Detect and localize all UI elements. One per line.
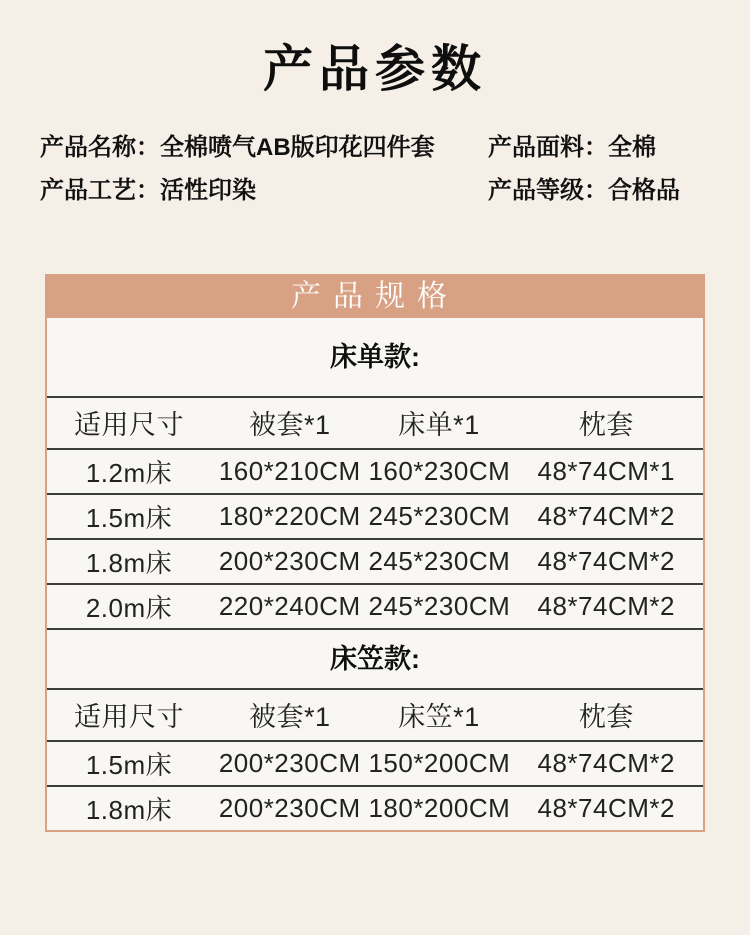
- table-cell: 1.8m床: [85, 794, 173, 825]
- table-cell: 48*74CM*2: [537, 747, 675, 778]
- info-label-fabric: 产品面料：: [488, 133, 608, 161]
- table-cell: 48*74CM*1: [537, 455, 675, 486]
- info-row-2: [40, 169, 710, 212]
- info-row-1: [40, 126, 710, 169]
- spec-section-bedsheet: [47, 318, 703, 628]
- product-info: [40, 126, 710, 212]
- info-pair-product-name: [40, 126, 488, 169]
- table-cell: 2.0m床: [85, 592, 173, 623]
- table-cell: 160*210CM: [218, 455, 361, 486]
- table-row: [47, 785, 703, 830]
- table-cell: 180*200CM: [368, 792, 511, 823]
- table-cell: 1.8m床: [85, 547, 173, 578]
- column-header: 枕套: [578, 702, 634, 732]
- section-title-fitted-sheet: 床笠款:: [330, 643, 420, 674]
- column-header-row: [47, 396, 703, 448]
- column-header: 枕套: [578, 410, 634, 440]
- table-cell: 245*230CM: [368, 590, 511, 621]
- column-header: 适用尺寸: [74, 702, 184, 732]
- table-cell: 200*230CM: [218, 545, 361, 576]
- table-cell: 1.5m床: [85, 749, 173, 780]
- column-header: 被套*1: [248, 702, 331, 732]
- info-label-product-name: 产品名称：: [40, 133, 160, 161]
- page-title: 产品参数: [263, 39, 487, 98]
- table-cell: 150*200CM: [368, 747, 511, 778]
- table-cell: 48*74CM*2: [537, 590, 675, 621]
- column-header-row: [47, 688, 703, 740]
- table-cell: 48*74CM*2: [537, 500, 675, 531]
- column-header: 被套*1: [248, 410, 331, 440]
- info-label-craft: 产品工艺：: [40, 176, 160, 204]
- table-cell: 180*220CM: [218, 500, 361, 531]
- info-value-grade: 合格品: [608, 176, 680, 204]
- table-cell: 200*230CM: [218, 747, 361, 778]
- spec-section-fitted-sheet: [47, 628, 703, 830]
- table-cell: 160*230CM: [368, 455, 511, 486]
- column-header: 床单*1: [398, 410, 480, 440]
- table-cell: 48*74CM*2: [537, 792, 675, 823]
- table-cell: 220*240CM: [218, 590, 361, 621]
- spec-table: [45, 274, 705, 832]
- table-row: [47, 740, 703, 785]
- info-pair-craft: [40, 169, 488, 212]
- column-header: 床笠*1: [398, 702, 480, 732]
- info-value-craft: 活性印染: [160, 176, 256, 204]
- column-header: 适用尺寸: [74, 410, 184, 440]
- section-title-bedsheet: 床单款:: [330, 341, 420, 372]
- table-row: [47, 538, 703, 583]
- info-value-fabric: 全棉: [608, 133, 656, 161]
- table-cell: 200*230CM: [218, 792, 361, 823]
- table-cell: 1.5m床: [85, 502, 173, 533]
- spec-table-header: 产品规格: [47, 276, 703, 318]
- info-pair-fabric: [488, 126, 710, 169]
- info-pair-grade: [488, 169, 710, 212]
- info-value-product-name: 全棉喷气AB版印花四件套: [160, 133, 435, 161]
- table-cell: 245*230CM: [368, 545, 511, 576]
- table-cell: 48*74CM*2: [537, 545, 675, 576]
- table-cell: 245*230CM: [368, 500, 511, 531]
- table-cell: 1.2m床: [85, 457, 173, 488]
- info-label-grade: 产品等级：: [488, 176, 608, 204]
- table-row: [47, 448, 703, 493]
- table-row: [47, 493, 703, 538]
- table-row: [47, 583, 703, 628]
